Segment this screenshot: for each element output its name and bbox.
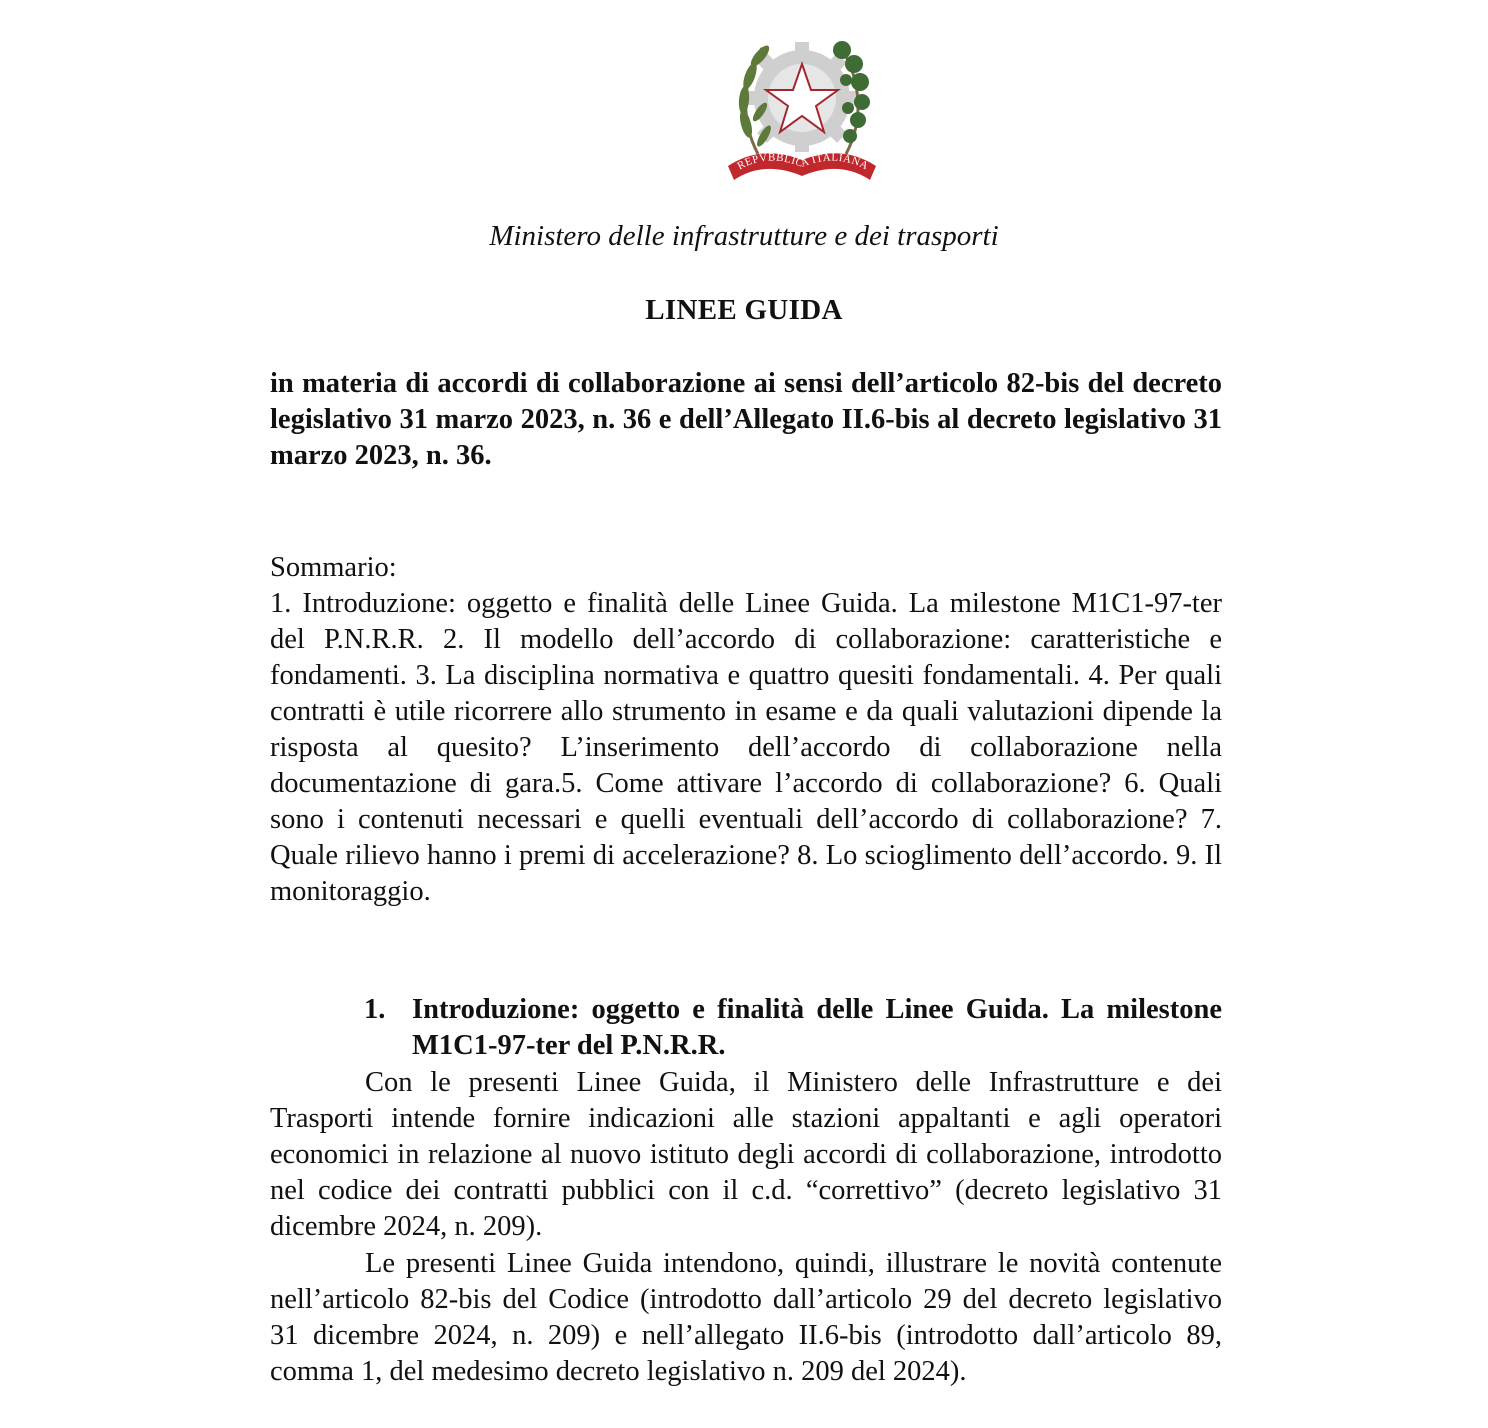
section-title: Introduzione: oggetto e finalità delle Linee Guida. La milestone M1C1-97-ter del P.N.R.R. bbox=[412, 994, 1222, 1061]
section-number: 1. bbox=[364, 994, 386, 1025]
paragraph: Con le presenti Linee Guida, il Ministero delle Infrastrutture e dei Trasporti intende fornire indicazioni alle stazioni appaltanti e agli operatori economici in relazione al nuovo istituto degli accordi di collaborazione, introdotto nel codice dei contratti pubblici con il c.d. “correttivo” (decreto legislativo 31 dicembre 2024, n. 209). bbox=[270, 1067, 1222, 1242]
svg-text:REPVBBLICA ITALIANA: REPVBBLICA ITALIANA bbox=[735, 151, 871, 173]
document-subtitle: in materia di accordi di collaborazione ai sensi dell’articolo 82-bis del decreto legislativo 31 marzo 2023, n. 36 e dell’Allegato II.6-bis al decreto legislativo 31 marzo 2023, n. 36. bbox=[270, 368, 1222, 471]
summary-label: Sommario: bbox=[270, 552, 397, 583]
summary-text: 1. Introduzione: oggetto e finalità delle Linee Guida. La milestone M1C1-97-ter del P.N.R.R. 2. Il modello dell’accordo di collaborazione: caratteristiche e fondamenti. 3. La disciplina normativa e quattro quesiti fondamentali. 4. Per quali contratti è utile ricorrere allo strumento in esame e da quali valutazioni dipende la risposta al quesito? L’inserimento dell’accordo di collaborazione nella documentazione di gara.5. Come attivare l’accordo di collaborazione? 6. Quali sono i contenuti necessari e quelli eventuali dell’accordo di collaborazione? 7. Quale rilievo hanno i premi di accelerazione? 8. Lo scioglimento dell’accordo. 9. Il monitoraggio. bbox=[270, 588, 1222, 907]
ministry-name: Ministero delle infrastrutture e dei trasporti bbox=[489, 220, 999, 252]
italian-republic-emblem-icon bbox=[722, 24, 882, 184]
ribbon-icon bbox=[728, 151, 876, 180]
section-heading bbox=[364, 992, 1222, 1064]
paragraph: Le presenti Linee Guida intendono, quindi, illustrare le novità contenute nell’articolo 82-bis del Codice (introdotto dall’articolo 29 del decreto legislativo 31 dicembre 2024, n. 209) e nell’allegato II.6-bis (introdotto dall’articolo 89, comma 1, del medesimo decreto legislativo n. 209 del 2024). bbox=[270, 1248, 1222, 1387]
document-title: LINEE GUIDA bbox=[645, 294, 843, 326]
